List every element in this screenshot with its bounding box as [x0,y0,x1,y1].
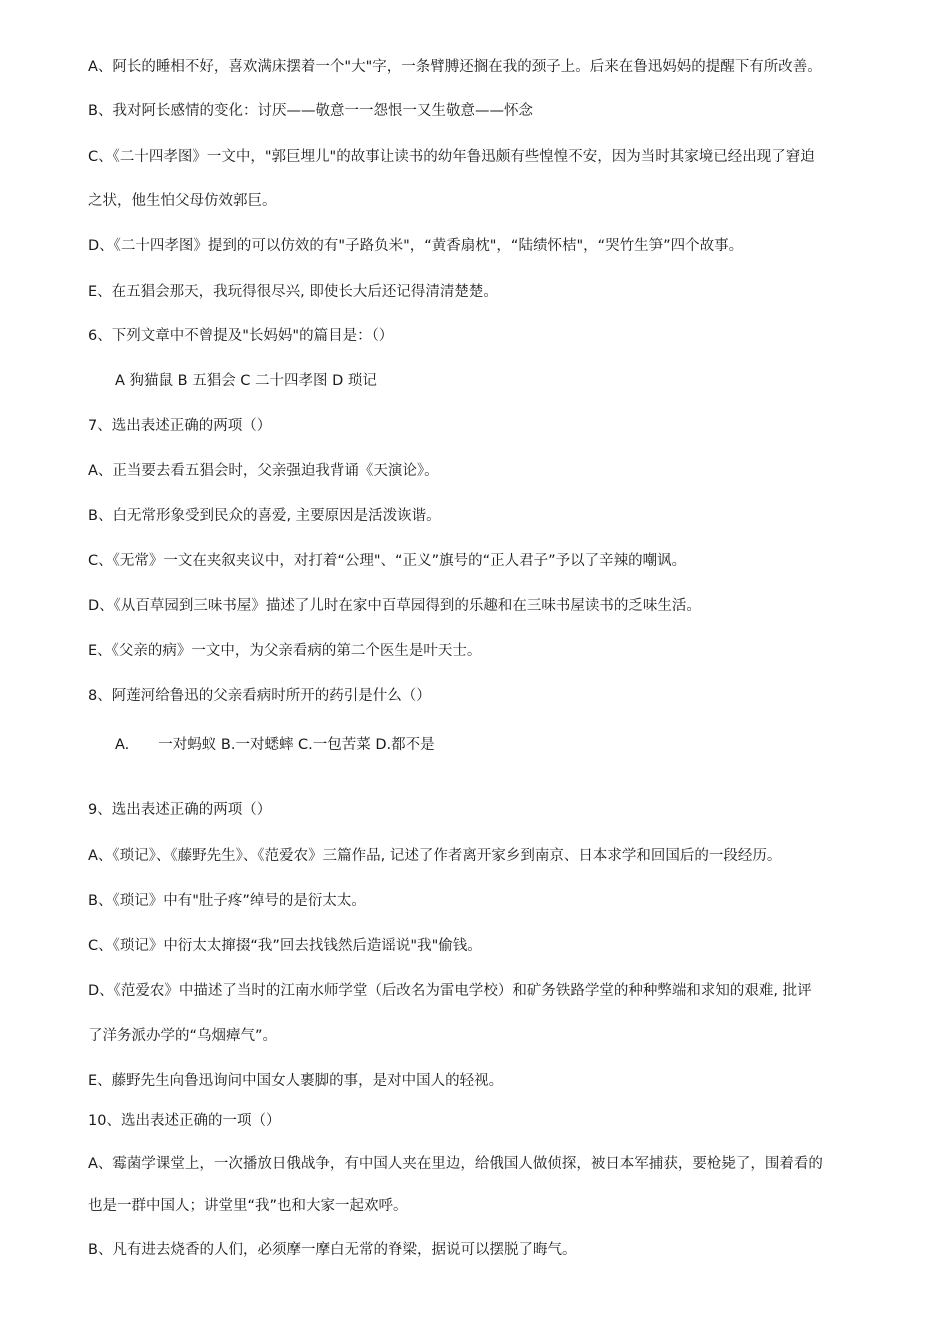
text-line: E、《父亲的病》一文中，为父亲看病的第二个医生是叶天士。 [88,643,482,659]
text-line: 之状，他生怕父母仿效郭巨。 [88,193,277,209]
text-line: C、《琐记》中衍太太撺掇“我”回去找钱然后造谣说"我"偷钱。 [88,938,482,954]
text-line: E、藤野先生向鲁迅询问中国女人裹脚的事，是对中国人的轻视。 [88,1073,504,1089]
text-line: A、阿长的睡相不好，喜欢满床摆着一个"大"字，一条臂膊还搁在我的颈子上。后来在鲁迅妈妈的提醒下有所改善。 [88,59,822,75]
text-line: D、《二十四孝图》提到的可以仿效的有"子路负米"，“黄香扇枕"，“陆绩怀桔"，“哭竹生笋”四个故事。 [88,238,744,254]
question-6: 6、下列文章中不曾提及"长妈妈"的篇目是：（） [88,328,394,344]
question-10: 10、选出表述正确的一项（） [88,1113,281,1129]
question-8-options: A. 一对蚂蚁 B.一对蟋蟀 C.一包苦菜 D.都不是 [115,737,435,753]
text-line: A、正当要去看五猖会时，父亲强迫我背诵《天演论》。 [88,463,439,479]
text-line: D、《从百草园到三味书屋》描述了儿时在家中百草园得到的乐趣和在三味书屋读书的乏味生活。 [88,598,701,614]
text-line: C、《无常》一文在夹叙夹议中，对打着“公理"、“正义”旗号的“正人君子”予以了辛辣的嘲讽。 [88,553,687,569]
text-line: 了洋务派办学的“乌烟瘴气”。 [88,1028,278,1044]
text-line: E、在五猖会那天，我玩得很尽兴, 即使长大后还记得清清楚楚。 [88,284,498,300]
text-line: B、白无常形象受到民众的喜爱, 主要原因是活泼诙谐。 [88,508,441,524]
text-line: B、凡有进去烧香的人们，必须摩一摩白无常的脊梁，据说可以摆脱了晦气。 [88,1242,577,1258]
text-line: C、《二十四孝图》一文中，"郭巨埋儿"的故事让读书的幼年鲁迅颇有些惶惶不安，因为当时其家境已经出现了窘迫 [88,149,815,165]
text-line: B、我对阿长感情的变化：讨厌——敬意一一怨恨一又生敬意——怀念 [88,103,533,119]
question-7: 7、选出表述正确的两项（） [88,418,272,434]
text-line: 也是一群中国人；讲堂里“我”也和大家一起欢呼。 [88,1198,408,1214]
text-line: D、《范爱农》中描述了当时的江南水师学堂（后改名为雷电学校）和矿务铁路学堂的种种弊端和求知的艰难, 批评 [88,983,812,999]
question-6-options: A 狗猫鼠 B 五猖会 C 二十四孝图 D 琐记 [115,373,377,389]
question-8: 8、阿莲河给鲁迅的父亲看病时所开的药引是什么（） [88,688,431,704]
text-line: A、霉菌学课堂上，一次播放日俄战争，有中国人夹在里边，给俄国人做侦探，被日本军捕获，要枪毙了，围着看的 [88,1156,823,1172]
text-line: A、《琐记》、《藤野先生》、《范爱农》三篇作品, 记述了作者离开家乡到南京、日本求学和回国后的一段经历。 [88,848,782,864]
question-9: 9、选出表述正确的两项（） [88,802,272,818]
text-line: B、《琐记》中有"肚子疼”绰号的是衍太太。 [88,893,366,909]
